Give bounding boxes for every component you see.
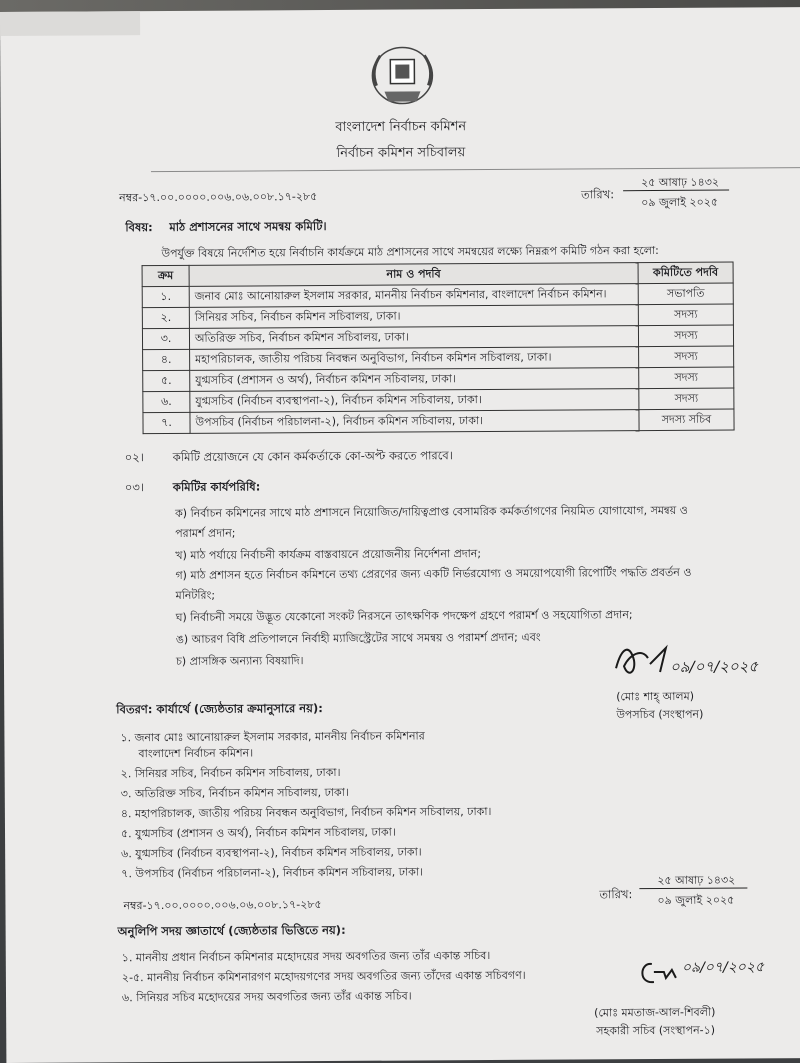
row-role: সদস্য [639, 388, 734, 410]
distribution-item: ৫. যুগ্মসচিব (প্রশাসন ও অর্থ), নির্বাচন কমিশন সচিবালয়, ঢাকা। [120, 825, 396, 841]
underlying-page-edge [0, 11, 140, 36]
distribution-item: ৬. যুগ্মসচিব (নির্বাচন ব্যবস্থাপনা-২), নির্বাচন কমিশন সচিবালয়, ঢাকা। [121, 845, 422, 861]
scope-item: পরামর্শ প্রদান; [175, 526, 236, 540]
row-role: সভাপতি [638, 283, 733, 305]
row-role: সদস্য [639, 346, 734, 368]
subject-label: বিষয়: [125, 220, 153, 235]
memo-number: নম্বর-১৭.০০.০০০০.০০৬.০৬.০০৮.১৭-২৮৫ [119, 190, 318, 205]
row-name: অতিরিক্ত সচিব, নির্বাচন কমিশন সচিবালয়, ঢাকা। [189, 326, 638, 350]
row-role: সদস্য [638, 304, 733, 326]
scope-item: ঘ) নির্বাচনী সময়ে উদ্ভূত যেকোনো সংকট নিরসনে তাৎক্ষণিক পদক্ষেপ গ্রহণে পরামর্শ ও সহযোগিতা প্রদান; [175, 608, 633, 624]
signatory-name-2: (মোঃ মমতাজ-আল-শিবলী) [594, 1005, 716, 1020]
table-row [143, 409, 734, 434]
scope-item: গ) মাঠ প্রশাসন হতে নির্বাচন কমিশনে তথ্য প্রেরণের জন্য একটি নির্ভরযোগ্য ও সময়োপযোগী রিপোর্টিং পদ্ধতি প্রবর্তন ও [175, 565, 692, 582]
row-name: যুগ্মসচিব (নির্বাচন ব্যবস্থাপনা-২), নির্বাচন কমিশন সচিবালয়, ঢাকা। [190, 389, 639, 413]
intro-text: উপর্যুক্ত বিষয়ে নির্দেশিত হয়ে নির্বাচনি কার্যক্রমে মাঠ প্রশাসনের সাথে সমন্বয়ের লক্ষ্যে নিম্নরূপ কমিটি গঠন করা হলো: [161, 243, 659, 261]
signature-date: ০৯/০৭/২০২৫ [669, 657, 759, 676]
scope-item: চ) প্রাসঙ্গিক অন্যান্য বিষয়াদি। [175, 654, 304, 668]
date-bangla-2: ২৫ আষাঢ় ১৪৩২ [657, 873, 736, 888]
para3-number: ০৩। [124, 480, 145, 495]
distribution-item: ২. সিনিয়র সচিব, নির্বাচন কমিশন সচিবালয়, ঢাকা। [120, 765, 341, 781]
signatory-designation-2: সহকারী সচিব (সংস্থাপন-১) [596, 1023, 716, 1038]
handwritten-signature-1 [608, 637, 768, 684]
copy-item: ২-৫. মাননীয় নির্বাচন কমিশনারগণ মহোদয়গণের সদয় অবগতির জন্য তাঁদের একান্ত সচিবগণ। [121, 968, 526, 985]
row-serial: ৫. [143, 370, 190, 391]
row-serial: ৬. [143, 391, 190, 412]
government-emblem-icon [366, 45, 438, 111]
row-name: জনাব মোঃ আনোয়ারুল ইসলাম সরকার, মাননীয় নির্বাচন কমিশনার, বাংলাদেশ নির্বাচন কমিশন। [189, 284, 638, 308]
date-label-2: তারিখ: [599, 887, 633, 902]
date-gregorian: ০৯ জুলাই ২০২৫ [641, 195, 719, 210]
memo-number-2: নম্বর-১৭.০০.০০০০.০০৬.০৬.০০৮.১৭-২৮৫ [123, 898, 322, 913]
signatory-name: (মোঃ শাহ্‌ আলম) [616, 689, 695, 704]
date-label: তারিখ: [581, 187, 615, 202]
para2-text: কমিটি প্রয়োজনে যে কোন কর্মকর্তাকে কো-অপ্ট করতে পারবে। [172, 448, 453, 464]
copy-heading: অনুলিপি সদয় জ্ঞাতার্থে (জ্যেষ্ঠতার ভিত্তিতে নয়): [117, 922, 346, 939]
row-role: সদস্য [638, 325, 733, 347]
distribution-item: ৪. মহাপরিচালক, জাতীয় পরিচয় নিবন্ধন অনুবিভাগ, নির্বাচন কমিশন সচিবালয়, ঢাকা। [120, 805, 492, 821]
committee-table [142, 262, 735, 435]
distribution-item: ৩. অতিরিক্ত সচিব, নির্বাচন কমিশন সচিবালয়, ঢাকা। [120, 785, 349, 801]
scope-item: ঙ) আচরণ বিধি প্রতিপালনে নির্বাহী ম্যাজিস্ট্রেটের সাথে সমন্বয় ও পরামর্শ প্রদান; এবং [175, 630, 541, 646]
distribution-item: ১. জনাব মোঃ আনোয়ারুল ইসলাম সরকার, মাননীয় নির্বাচন কমিশনার [120, 729, 425, 745]
col-header-role: কমিটিতে পদবি [638, 262, 733, 284]
subject-text: মাঠ প্রশাসনের সাথে সমন্বয় কমিটি। [169, 219, 327, 234]
copy-item: ১. মাননীয় প্রধান নির্বাচন কমিশনার মহোদয়ের সদয় অবগতির জন্য তাঁর একান্ত সচিব। [121, 949, 491, 965]
distribution-heading: বিতরণ: কার্যার্থে (জ্যেষ্ঠতার ক্রমানুসারে নয়): [116, 701, 323, 717]
scope-item: ক) নির্বাচন কমিশনের সাথে মাঠ প্রশাসনে নিয়োজিত/দায়িত্বপ্রাপ্ত বেসামরিক কর্মকর্তাগণের নিয়মিত যোগাযোগ, সমন্বয় ও [175, 503, 688, 520]
scope-item: খ) মাঠ পর্যায়ে নির্বাচনী কার্যক্রম বাস্তবায়নে প্রয়োজনীয় নির্দেশনা প্রদান; [175, 547, 482, 562]
signatory-designation: উপসচিব (সংস্থাপন) [616, 707, 704, 722]
distribution-item: ৭. উপসচিব (নির্বাচন পরিচালনা-২), নির্বাচন কমিশন সচিবালয়, ঢাকা। [121, 865, 424, 881]
document-page [0, 7, 800, 1063]
para3-heading: কমিটির কার্যপরিধি: [172, 479, 261, 494]
date-gregorian-2: ০৯ জুলাই ২০২৫ [657, 893, 735, 908]
row-name: যুগ্মসচিব (প্রশাসন ও অর্থ), নির্বাচন কমিশন সচিবালয়, ঢাকা। [190, 368, 639, 392]
scope-item: মনিটরিং; [175, 588, 216, 602]
secretariat-name: নির্বাচন কমিশন সচিবালয় [336, 145, 466, 161]
para2-number: ০২। [124, 450, 144, 465]
organization-name: বাংলাদেশ নির্বাচন কমিশন [335, 119, 467, 135]
copy-item: ৬. সিনিয়র সচিব মহোদয়ের সদয় অবগতির জন্য তাঁর একান্ত সচিব। [121, 989, 412, 1005]
signature-date-2: ০৯/০৭/২০২৫ [681, 959, 765, 976]
row-serial: ৭. [143, 412, 190, 433]
handwritten-signature-2 [632, 941, 782, 992]
row-role: সদস্য সচিব [639, 409, 734, 431]
col-header-serial: ক্রম [142, 265, 189, 286]
distribution-item: বাংলাদেশ নির্বাচন কমিশন। [138, 746, 254, 761]
row-serial: ১. [142, 286, 189, 307]
row-serial: ২. [142, 307, 189, 328]
row-name: উপসচিব (নির্বাচন পরিচালনা-২), নির্বাচন কমিশন সচিবালয়, ঢাকা। [190, 410, 639, 434]
date-bangla: ২৫ আষাঢ় ১৪৩২ [641, 175, 720, 190]
row-name: সিনিয়র সচিব, নির্বাচন কমিশন সচিবালয়, ঢাকা। [189, 305, 638, 329]
row-serial: ৪. [143, 349, 190, 370]
row-serial: ৩. [142, 328, 189, 349]
header-divider [151, 167, 800, 172]
row-name: মহাপরিচালক, জাতীয় পরিচয় নিবন্ধন অনুবিভাগ, নির্বাচন কমিশন সচিবালয়, ঢাকা। [190, 347, 639, 371]
col-header-name: নাম ও পদবি [189, 263, 638, 287]
row-role: সদস্য [639, 367, 734, 389]
